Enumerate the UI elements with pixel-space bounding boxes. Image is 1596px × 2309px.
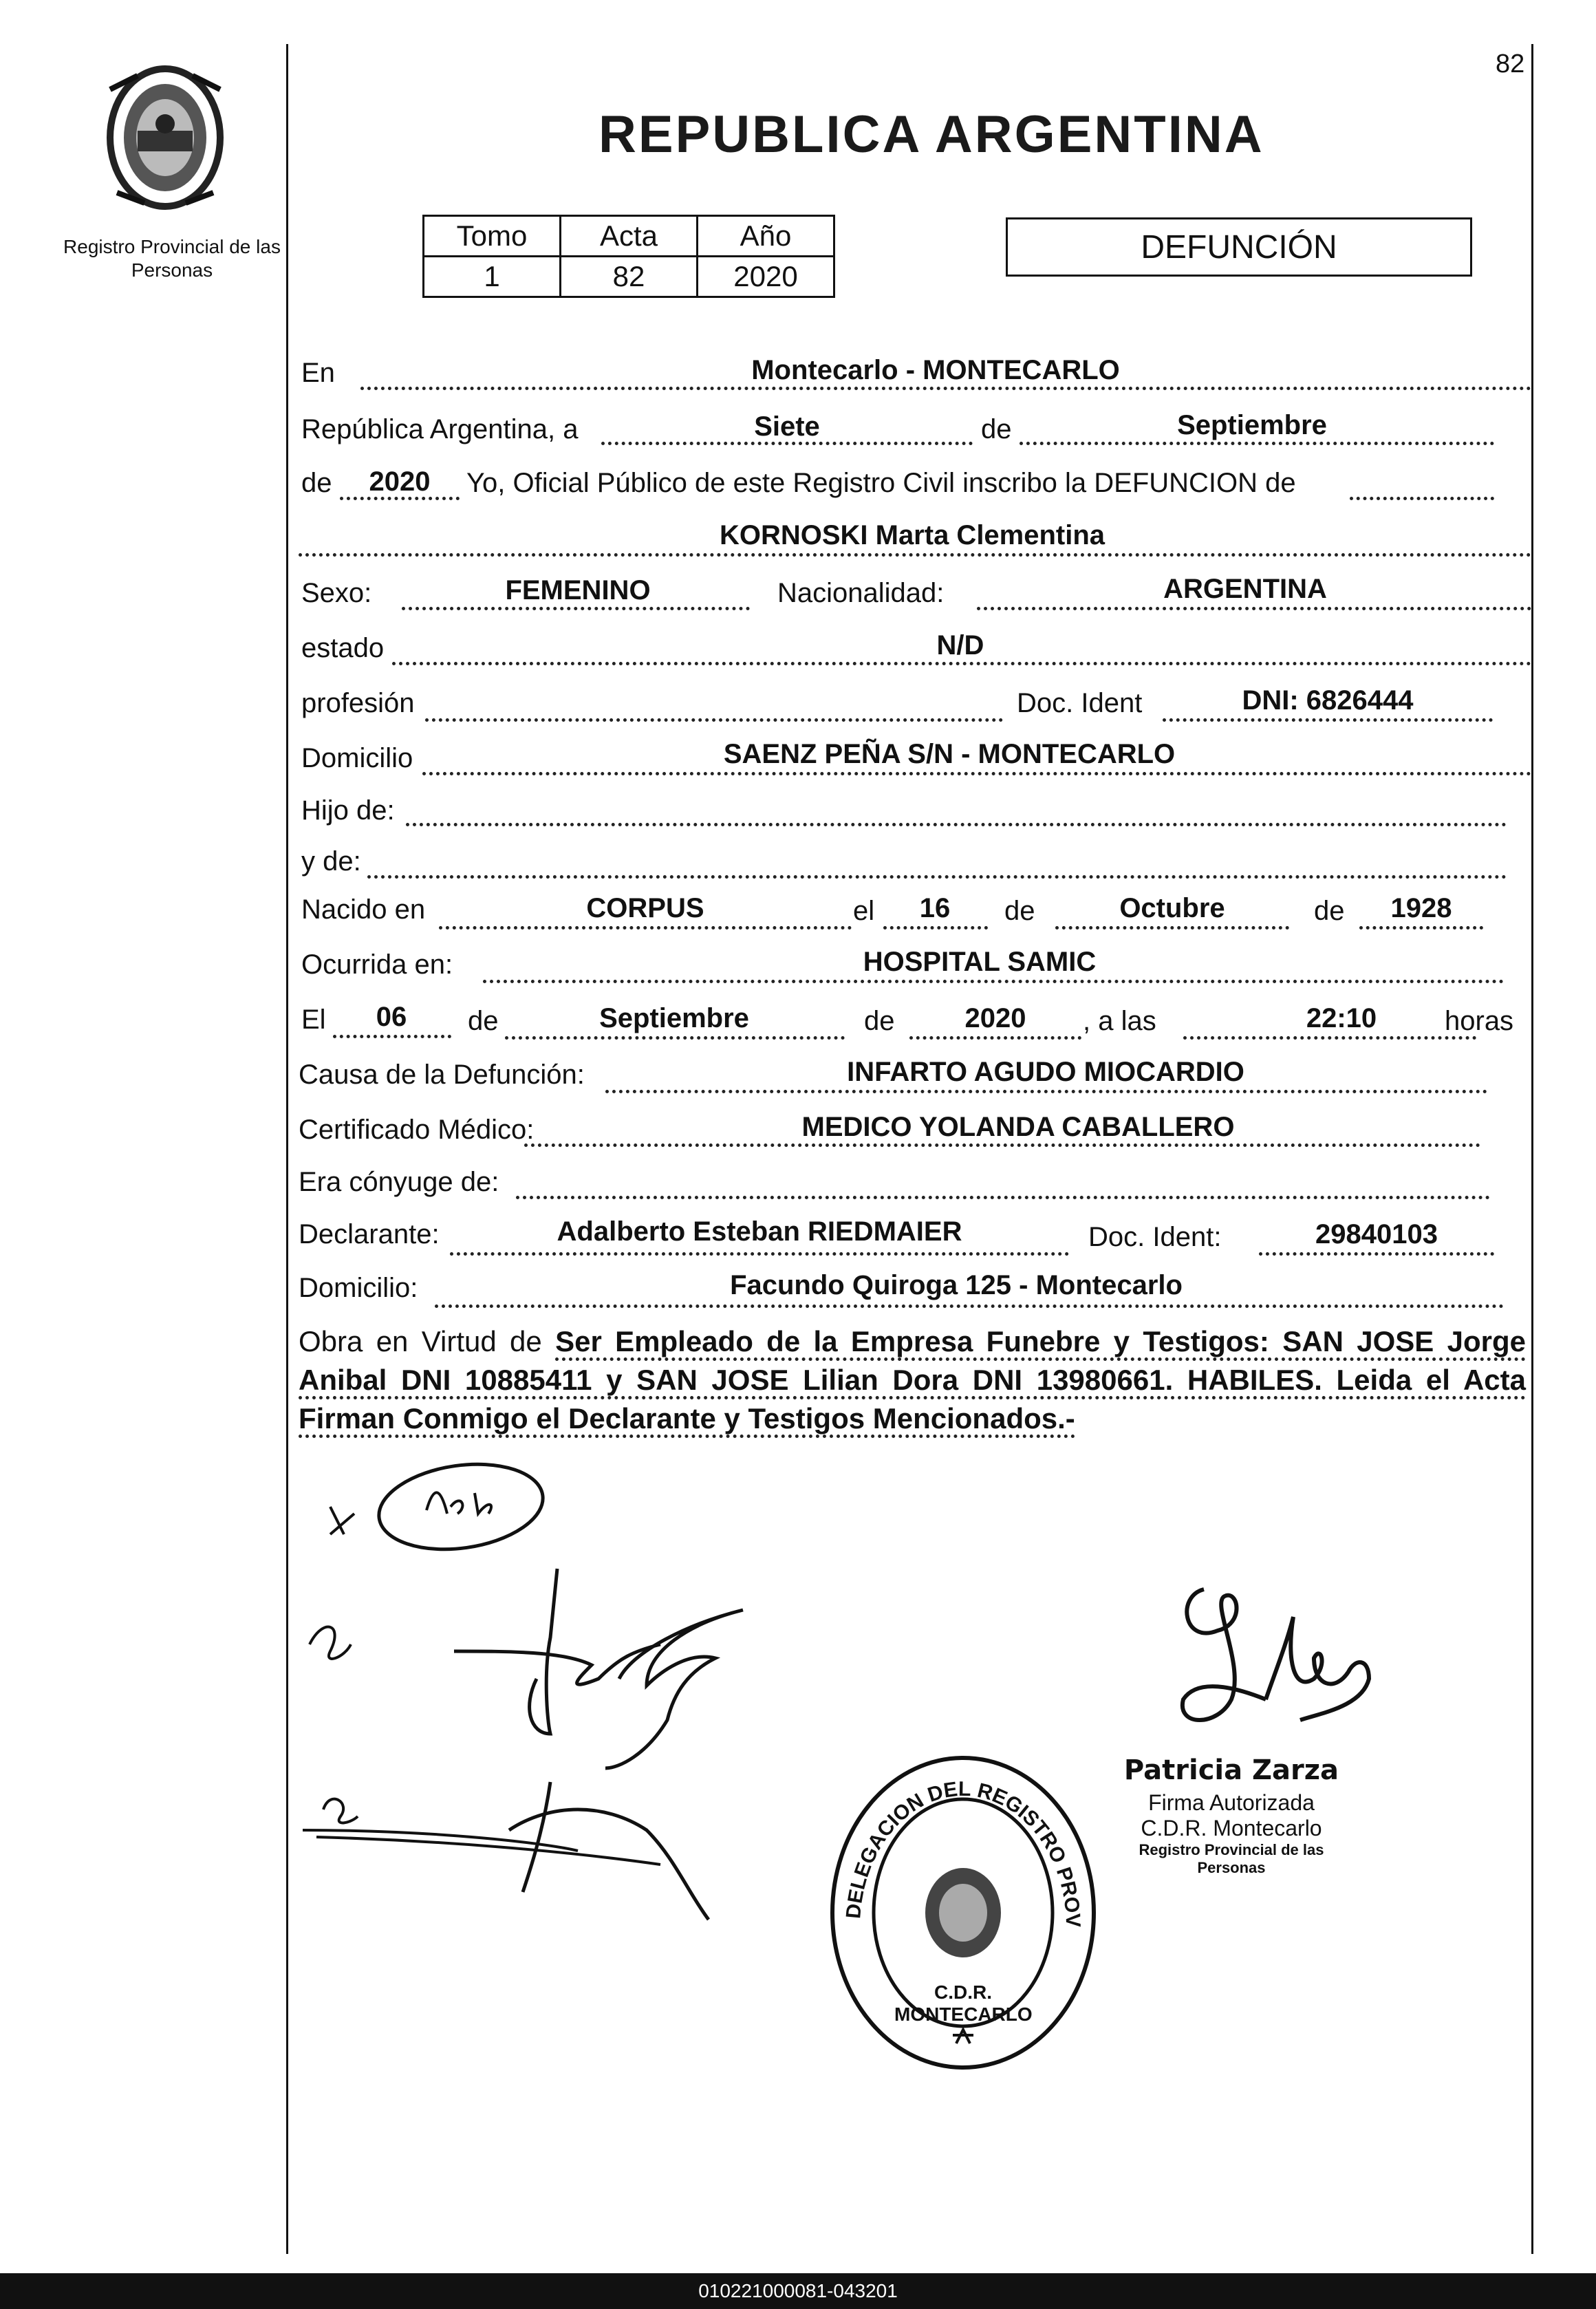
nacido-line — [439, 926, 852, 930]
mes-line — [1020, 442, 1494, 445]
en-label: En — [301, 358, 335, 388]
signer-office: C.D.R. Montecarlo — [1141, 1816, 1322, 1840]
yde-line — [367, 875, 1507, 879]
profesion-line — [425, 718, 1003, 722]
de3-label: de — [1004, 896, 1035, 926]
nacionalidad-line — [977, 607, 1531, 610]
def-hora-value: 22:10 — [1306, 1003, 1377, 1033]
left-rule — [286, 44, 288, 2254]
de1-label: de — [981, 414, 1012, 444]
sexo-line — [402, 607, 750, 610]
nac-mes-value: Octubre — [1119, 893, 1225, 923]
profesion-label: profesión — [301, 688, 415, 718]
ocurrida-value: HOSPITAL SAMIC — [863, 947, 1097, 977]
nac-anio-line — [1359, 926, 1483, 930]
republica-label: República Argentina, a — [301, 414, 579, 444]
estado-label: estado — [301, 633, 385, 663]
en-value: Montecarlo - MONTECARLO — [751, 355, 1120, 385]
oficial-line-end — [1350, 497, 1494, 500]
hijo-label: Hijo de: — [301, 795, 395, 826]
def-mes-line — [505, 1036, 845, 1040]
footer-code-bar — [0, 2273, 1596, 2309]
signer-registry: Registro Provincial de las Personas — [1139, 1841, 1324, 1876]
oficial-text: Yo, Oficial Público de este Registro Civil inscribo la DEFUNCION de — [466, 468, 1296, 498]
doc-value: DNI: 6826444 — [1242, 685, 1414, 716]
causa-line — [605, 1090, 1487, 1093]
el-label: el — [853, 896, 875, 926]
doc2-value: 29840103 — [1315, 1219, 1438, 1249]
def-anio-line — [909, 1036, 1081, 1040]
def-dia-value: 06 — [376, 1002, 407, 1032]
def-dia-line — [333, 1035, 451, 1038]
ocurrida-label: Ocurrida en: — [301, 949, 453, 980]
acta-value: 82 — [561, 257, 698, 297]
province-seal-logo — [96, 62, 234, 213]
obra-paragraph — [299, 1322, 1526, 1438]
doc-label: Doc. Ident — [1017, 688, 1143, 718]
domicilio2-line — [435, 1304, 1504, 1308]
certificado-label: Certificado Médico: — [299, 1115, 535, 1145]
anio-line — [340, 497, 460, 500]
stamp-inner-text: C.D.R. MONTECARLO — [894, 1982, 1033, 2025]
obra-value: Ser Empleado de la Empresa Funebre y Testigos: SAN JOSE Jorge Anibal DNI 10885411 y SAN JOSE Lilian Dora DNI 13980661. HABILES. Leida el Acta Firman Conmigo el Declarante y Testigos Mencionados.- — [299, 1325, 1526, 1438]
doc2-label: Doc. Ident: — [1088, 1222, 1222, 1252]
obra-label: Obra en Virtud de — [299, 1325, 542, 1357]
declarante-value: Adalberto Esteban RIEDMAIER — [557, 1216, 962, 1247]
domicilio2-label: Domicilio: — [299, 1273, 418, 1303]
yde-label: y de: — [301, 846, 361, 877]
nac-dia-value: 16 — [919, 893, 951, 923]
domicilio-value: SAENZ PEÑA S/N - MONTECARLO — [723, 739, 1176, 769]
de6-label: de — [864, 1006, 895, 1036]
nacido-value: CORPUS — [586, 893, 704, 923]
declarante-label: Declarante: — [299, 1219, 440, 1249]
en-line — [360, 387, 1531, 390]
dia-line — [601, 442, 973, 445]
de5-label: de — [468, 1006, 499, 1036]
acta-header: Acta — [561, 216, 698, 257]
def-mes-value: Septiembre — [599, 1003, 749, 1033]
signer-block — [1121, 1754, 1341, 1877]
registry-stamp — [819, 1748, 1108, 2078]
nac-anio-value: 1928 — [1390, 893, 1452, 923]
alas-label: , a las — [1083, 1006, 1156, 1036]
nac-mes-line — [1055, 926, 1289, 930]
official-signature — [1163, 1562, 1396, 1741]
declarante-line — [450, 1252, 1069, 1256]
estado-line — [392, 662, 1531, 665]
tomo-header: Tomo — [424, 216, 561, 257]
domicilio-label: Domicilio — [301, 743, 413, 773]
causa-value: INFARTO AGUDO MIOCARDIO — [847, 1057, 1244, 1087]
tomo-value: 1 — [424, 257, 561, 297]
nacionalidad-label: Nacionalidad: — [777, 578, 945, 608]
document-type-box — [1006, 217, 1472, 277]
document-title: REPUBLICA ARGENTINA — [598, 105, 1264, 164]
nacido-label: Nacido en — [301, 894, 426, 925]
signer-name: Patricia Zarza — [1123, 1754, 1339, 1786]
witness-signatures — [303, 1445, 784, 1926]
def-anio-value: 2020 — [964, 1003, 1026, 1033]
document-type: DEFUNCIÓN — [1141, 228, 1337, 266]
anio-value: 2020 — [369, 466, 431, 497]
anio-header: Año — [698, 216, 834, 257]
anio-value: 2020 — [698, 257, 834, 297]
sexo-value: FEMENINO — [505, 575, 651, 605]
horas-label: horas — [1445, 1006, 1514, 1036]
conyuge-label: Era cónyuge de: — [299, 1167, 499, 1197]
registry-caption: Registro Provincial de las Personas — [63, 236, 281, 281]
ocurrida-line — [483, 980, 1504, 983]
right-rule — [1531, 44, 1533, 2254]
mes-value: Septiembre — [1177, 410, 1327, 440]
footer-code: 010221000081-043201 — [698, 2280, 898, 2301]
sexo-label: Sexo: — [301, 578, 372, 608]
registry-table — [422, 215, 835, 298]
el2-label: El — [301, 1005, 326, 1035]
certificado-value: MEDICO YOLANDA CABALLERO — [801, 1112, 1235, 1142]
domicilio2-value: Facundo Quiroga 125 - Montecarlo — [730, 1270, 1183, 1300]
estado-value: N/D — [936, 630, 984, 661]
page-number: 82 — [1496, 50, 1525, 78]
signer-role: Firma Autorizada — [1148, 1790, 1315, 1815]
certificado-line — [524, 1143, 1480, 1147]
nombre-line — [299, 553, 1531, 557]
dia-value: Siete — [754, 411, 820, 442]
nac-dia-line — [883, 926, 988, 930]
stamp-outer-text: DELEGACION DEL REGISTRO PROV — [842, 1777, 1085, 1928]
causa-label: Causa de la Defunción: — [299, 1060, 585, 1090]
doc2-line — [1259, 1252, 1494, 1256]
de2-label: de — [301, 468, 332, 498]
def-hora-line — [1183, 1036, 1476, 1040]
domicilio-line — [422, 772, 1531, 775]
de4-label: de — [1314, 896, 1345, 926]
conyuge-line — [516, 1196, 1490, 1199]
deceased-name: KORNOSKI Marta Clementina — [719, 520, 1106, 550]
hijo-line — [406, 823, 1507, 826]
doc-line — [1163, 718, 1493, 722]
nacionalidad-value: ARGENTINA — [1163, 574, 1327, 604]
